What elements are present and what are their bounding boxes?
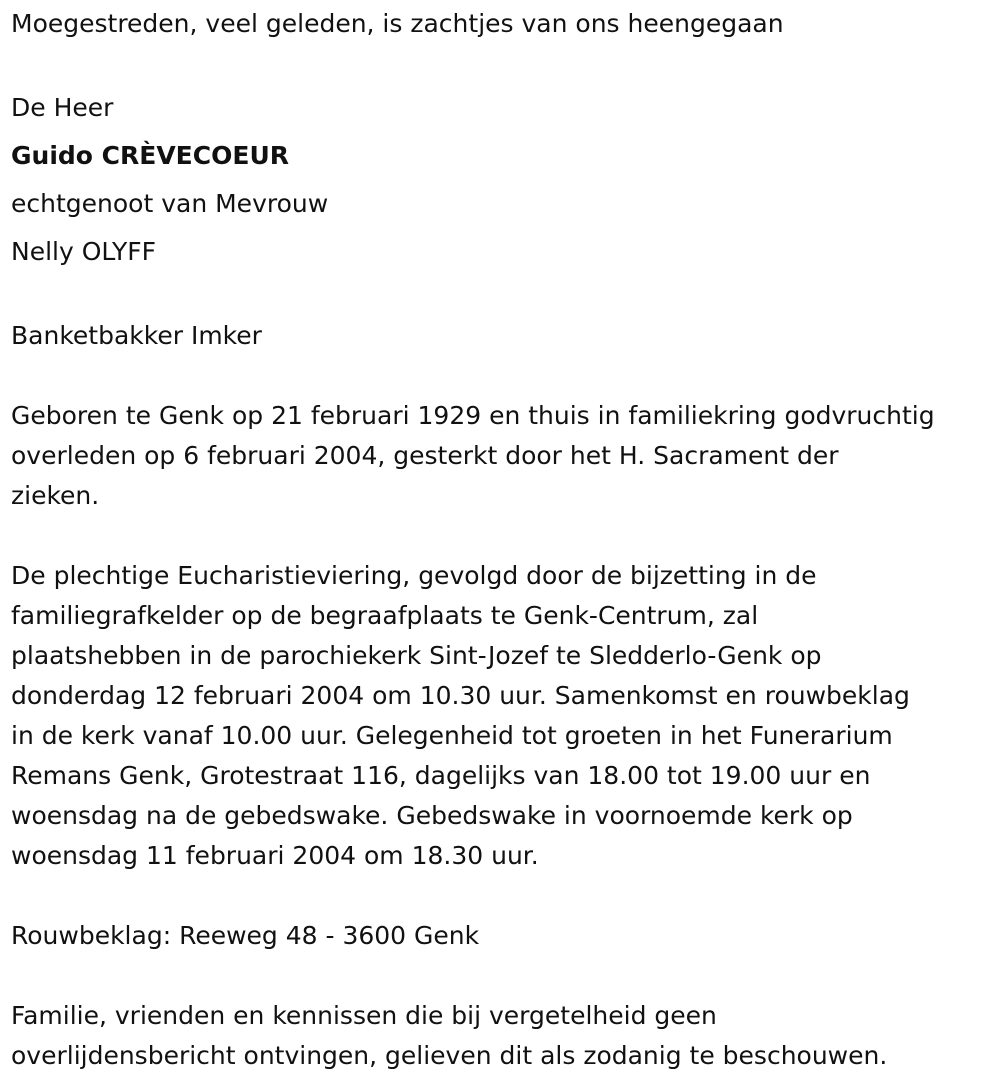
spacer [11,876,991,916]
paragraph-line: familiegrafkelder op de begraafplaats te Genk-Centrum, zal [11,601,759,630]
paragraph-line: Geboren te Genk op 21 februari 1929 en thuis in familiekring godvruchtig [11,401,935,430]
paragraph-line: woensdag 11 februari 2004 om 18.30 uur. [11,841,539,870]
intro-line: Moegestreden, veel geleden, is zachtjes van ons heengegaan [11,9,784,38]
paragraph-line: overleden op 6 februari 2004, gesterkt door het H. Sacrament der [11,441,839,470]
paragraph-line: Remans Genk, Grotestraat 116, dagelijks van 18.00 tot 19.00 uur en [11,761,871,790]
deceased-name: Guido CRÈVECOEUR [11,141,289,170]
paragraph-line: Familie, vrienden en kennissen die bij vergetelheid geen [11,1001,717,1030]
condolence-address: Rouwbeklag: Reeweg 48 - 3600 Genk [11,921,480,950]
spacer [11,956,991,996]
paragraph-line: overlijdensbericht ontvingen, gelieven dit als zodanig te beschouwen. [11,1041,888,1070]
title-prefix: De Heer [11,93,114,122]
spacer [11,516,991,556]
paragraph-line: plaatshebben in de parochiekerk Sint-Jozef te Sledderlo-Genk op [11,641,822,670]
spouse-label: echtgenoot van Mevrouw [11,189,329,218]
paragraph-line: De plechtige Eucharistieviering, gevolgd door de bijzetting in de [11,561,817,590]
paragraph-line: zieken. [11,481,100,510]
person-block [11,84,991,276]
paragraph-line: in de kerk vanaf 10.00 uur. Gelegenheid tot groeten in het Funerarium [11,721,893,750]
birth-death-paragraph [11,396,991,516]
profession: Banketbakker Imker [11,321,262,350]
spouse-name: Nelly OLYFF [11,237,157,266]
closing-paragraph [11,996,991,1076]
paragraph-line: donderdag 12 februari 2004 om 10.30 uur. Samenkomst en rouwbeklag [11,681,910,710]
spacer [11,276,991,316]
ceremony-paragraph [11,556,991,876]
spacer [11,44,991,84]
paragraph-line: woensdag na de gebedswake. Gebedswake in voornoemde kerk op [11,801,853,830]
death-notice-document [11,4,991,1076]
spacer [11,356,991,396]
